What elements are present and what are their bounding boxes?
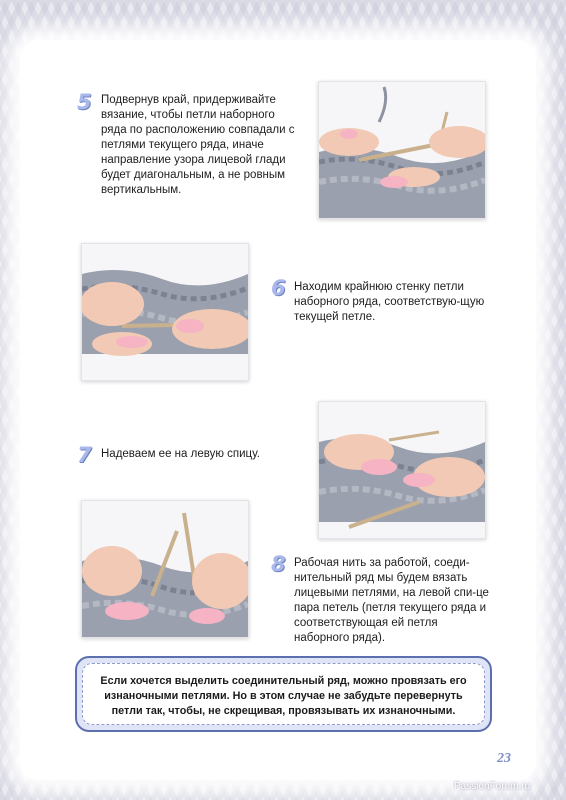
page-number: 23 xyxy=(497,751,511,766)
step-5-number: 5 xyxy=(77,90,92,114)
step-7-photo xyxy=(318,401,486,539)
step-6-text: Находим крайнюю стенку петли наборного ряда, соответствую-щую текущей петле. xyxy=(294,281,485,323)
step-6-number: 6 xyxy=(271,276,286,300)
step-8-text: Рабочая нить за работой, соеди-нительный ряд мы будем вязать лицевыми петлями, на левой спи-це пара петель (петля текущего ряда и соответствующая ей петля наборного ряда). xyxy=(294,557,489,644)
step-5-photo xyxy=(318,81,486,219)
step-6-photo xyxy=(81,243,249,381)
step-7-number: 7 xyxy=(77,443,92,467)
step-8-number: 8 xyxy=(271,552,286,576)
tip-text: Если хочется выделить соединительный ряд, можно провязать его изнаночными петлями. Но в этом случае не забудьте перевернуть петли так, чтобы, не скрещивая, провязывать их изнаночными. xyxy=(82,663,485,725)
step-7-text: Надеваем ее на левую спицу. xyxy=(101,448,260,460)
step-5-text: Подвернув край, придерживайте вязание, чтобы петли наборного ряда по расположению совпадали с петлями текущего ряда, иначе направление узора лицевой глади будет диагональным, а не ровным вертикальным. xyxy=(101,94,295,196)
watermark: PassionForum.ru xyxy=(454,781,531,792)
step-8-photo xyxy=(81,500,249,638)
tip-box xyxy=(75,656,492,732)
